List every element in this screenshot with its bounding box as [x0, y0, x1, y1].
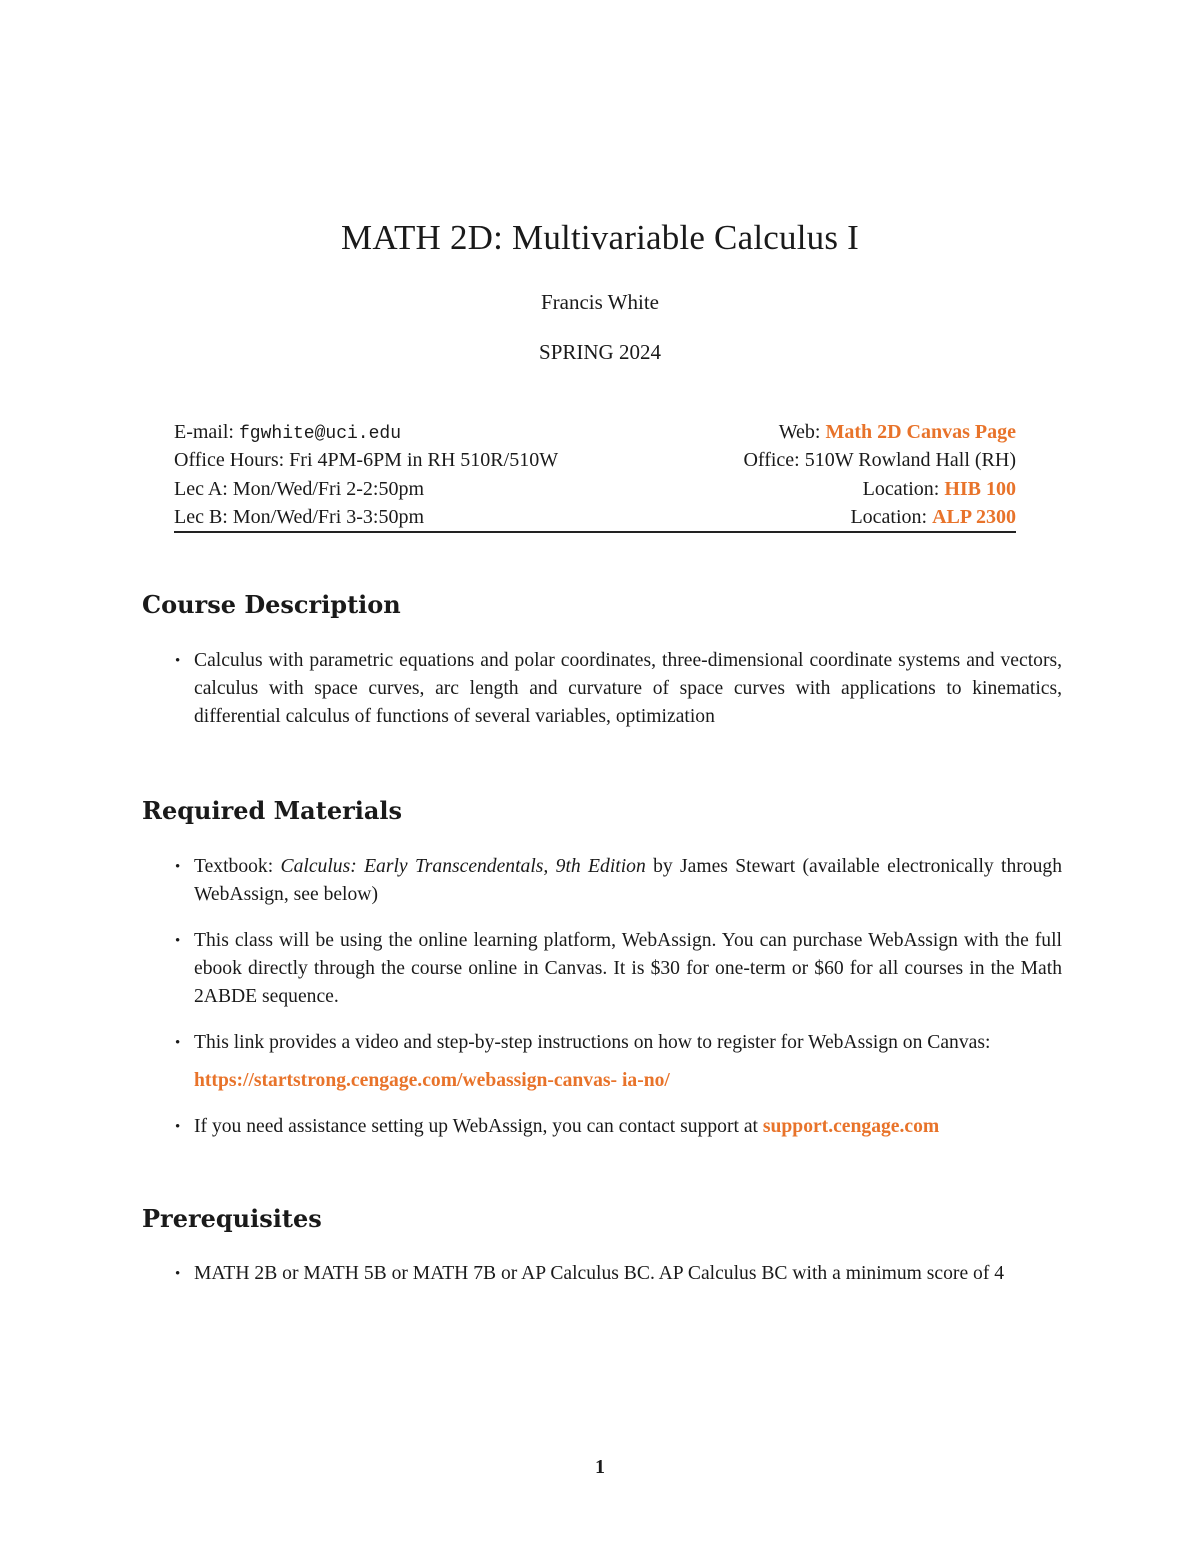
list-item: [142, 647, 1062, 731]
bullet-icon: •: [175, 933, 181, 949]
email-cell: [174, 421, 401, 444]
section-heading-prerequisites: Prerequisites: [142, 1204, 322, 1233]
info-row-office: [174, 447, 1016, 476]
lecture-b-location-link[interactable]: ALP 2300: [932, 506, 1016, 529]
info-row-lec-a: [174, 475, 1016, 504]
lecture-a-location-cell: [863, 478, 1016, 501]
prerequisites-text: MATH 2B or MATH 5B or MATH 7B or AP Calculus BC. AP Calculus BC with a minimum score of 4: [194, 1263, 1005, 1284]
location-label: Location:: [862, 477, 940, 500]
term-label: SPRING 2024: [539, 340, 661, 364]
list-item: [142, 1113, 1062, 1141]
bullet-icon: •: [175, 1266, 181, 1282]
info-row-email-web: [174, 418, 1016, 447]
section-heading-required-materials: Required Materials: [142, 796, 403, 825]
location-label: Location:: [850, 506, 928, 529]
bullet-icon: •: [175, 859, 181, 875]
course-info-table: [174, 418, 1016, 532]
textbook-suffix: by James Stewart (available electronically through WebAssign, see below): [194, 856, 1062, 905]
lecture-a-location-link[interactable]: HIB 100: [944, 477, 1016, 500]
page-title: MATH 2D: Multivariable Calculus I: [341, 218, 859, 257]
registration-instructions-text: This link provides a video and step-by-step instructions on how to register for WebAssign on Canvas:: [194, 1032, 991, 1053]
list-item: [142, 1260, 1062, 1288]
webassign-text: This class will be using the online learning platform, WebAssign. You can purchase WebAssign with the full ebook directly through the course online in Canvas. It is $30 for one-term or $60 for all courses in the Math 2ABDE sequence.: [194, 930, 1062, 1007]
course-description-text: Calculus with parametric equations and polar coordinates, three-dimensional coordinate systems and vectors, calculus with space curves, arc length and curvature of space curves with applications to kinematics, differential calculus of functions of several variables, optimization: [194, 650, 1062, 727]
textbook-prefix: Textbook:: [194, 856, 281, 877]
required-materials-list: [142, 853, 1062, 1159]
email-address[interactable]: fgwhite@uci.edu: [238, 423, 402, 444]
web-label: Web:: [778, 420, 821, 443]
section-heading-course-description: Course Description: [142, 590, 401, 619]
header-divider: [174, 531, 1016, 533]
bullet-icon: •: [175, 1119, 181, 1135]
canvas-page-link[interactable]: Math 2D Canvas Page: [825, 420, 1016, 443]
textbook-title: Calculus: Early Transcendentals, 9th Edition: [280, 856, 646, 877]
lecture-a-schedule: Lec A: Mon/Wed/Fri 2-2:50pm: [174, 477, 425, 500]
registration-url-link[interactable]: https://startstrong.cengage.com/webassign-canvas- ia-no/: [194, 1070, 670, 1091]
bullet-icon: •: [175, 1035, 181, 1051]
support-text: If you need assistance setting up WebAssign, you can contact support at: [194, 1116, 763, 1137]
list-item: [142, 927, 1062, 1011]
lecture-b-schedule: Lec B: Mon/Wed/Fri 3-3:50pm: [174, 506, 425, 529]
list-item: [142, 1029, 1062, 1095]
office-hours: Office Hours: Fri 4PM-6PM in RH 510R/510W: [174, 449, 559, 472]
support-link[interactable]: support.cengage.com: [762, 1116, 940, 1137]
bullet-icon: •: [175, 653, 181, 669]
info-row-lec-b: [174, 504, 1016, 533]
email-label: E-mail:: [174, 420, 234, 443]
course-description-list: [142, 647, 1062, 749]
registration-url-line: [194, 1067, 1062, 1095]
author-name: Francis White: [540, 290, 659, 314]
web-cell: [779, 421, 1016, 444]
prerequisites-list: [142, 1260, 1062, 1306]
lecture-b-location-cell: [850, 506, 1016, 529]
page-number: 1: [595, 1456, 605, 1478]
list-item: [142, 853, 1062, 909]
office-location: Office: 510W Rowland Hall (RH): [743, 449, 1016, 472]
